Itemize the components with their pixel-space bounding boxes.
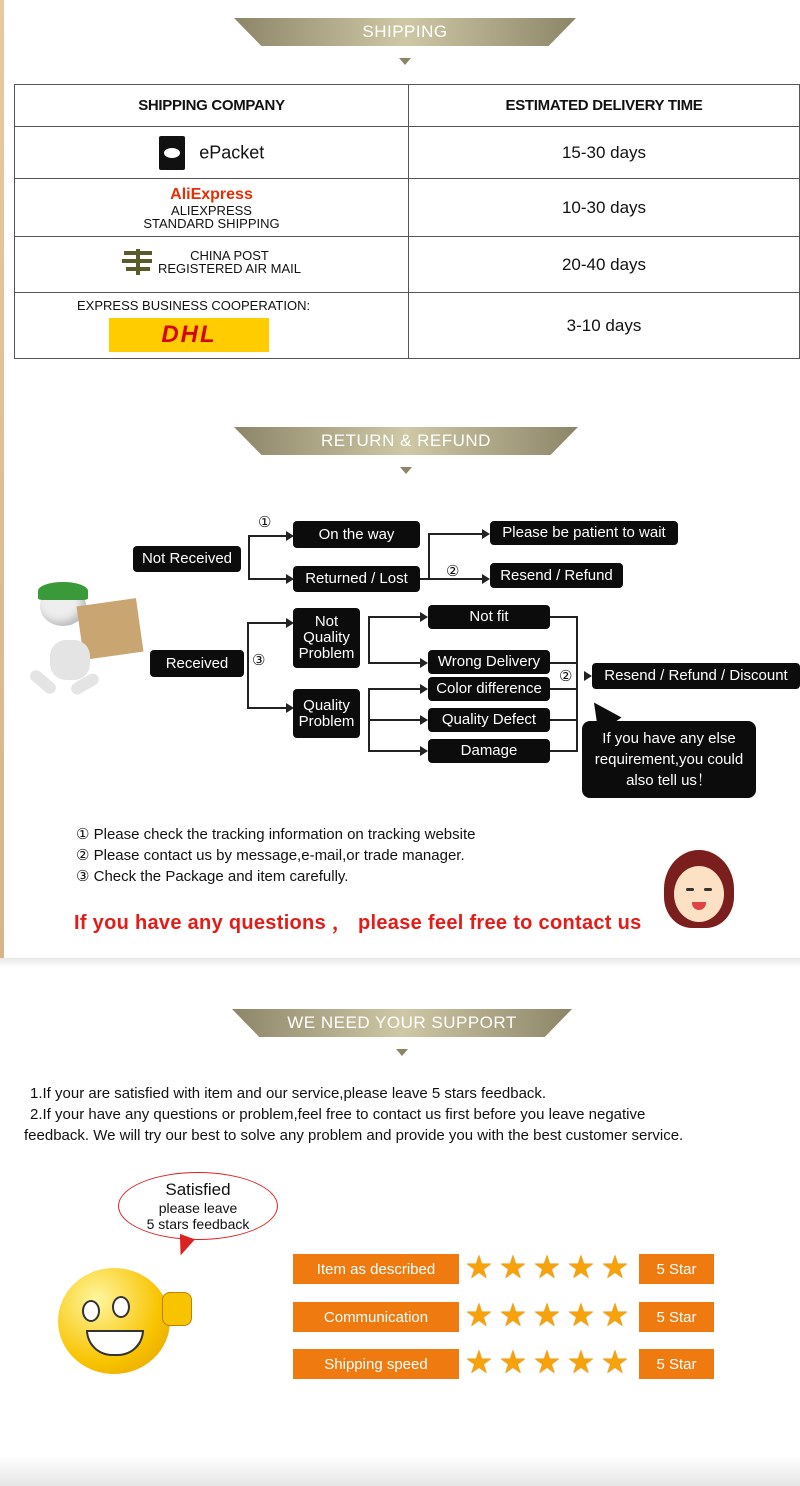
time-dhl: 3-10 days (409, 293, 800, 359)
time-epacket: 15-30 days (409, 127, 800, 179)
note-1: ① Please check the tracking information on tracking website (76, 826, 476, 843)
support-title: WE NEED YOUR SUPPORT (287, 1013, 517, 1032)
china-post-logo-icon (122, 249, 154, 275)
dhl-logo-text: DHL (161, 321, 217, 348)
star-icon: ★ (464, 1249, 494, 1285)
not-received-box: Not Received (133, 546, 241, 572)
table-row (15, 237, 800, 293)
color-difference-box: Color difference (428, 677, 550, 701)
china-post-line1: CHINA POST (190, 248, 269, 263)
star-icon: ★ (566, 1297, 596, 1333)
time-china-post: 20-40 days (409, 237, 800, 293)
damage-box: Damage (428, 739, 550, 763)
satisfied-bubble (118, 1172, 278, 1240)
quality-problem-box: Quality Problem (293, 689, 360, 738)
bubble-title: Satisfied (165, 1180, 231, 1199)
rating-label-communication: Communication (293, 1302, 459, 1332)
china-post-line2: REGISTERED AIR MAIL (157, 261, 302, 276)
any-else-requirement-box: If you have any else requirement,you could also tell us！ (582, 721, 756, 798)
star-icon: ★ (498, 1344, 528, 1380)
resend-refund-discount-box: Resend / Refund / Discount (592, 663, 800, 689)
bubble-line-1: please leave (158, 1200, 238, 1216)
company-epacket (15, 127, 409, 179)
star-icon: ★ (464, 1297, 494, 1333)
aliexpress-line1: ALIEXPRESS (171, 202, 252, 218)
star-icon: ★ (566, 1344, 596, 1380)
star-icon: ★ (532, 1249, 562, 1285)
rating-value-item-described: 5 Star (639, 1254, 714, 1284)
section-divider (0, 958, 800, 968)
received-box: Received (150, 650, 244, 677)
support-line-3: feedback. We will try our best to solve any problem and provide you with the best customer service. (24, 1127, 684, 1144)
rating-label-shipping-speed: Shipping speed (293, 1349, 459, 1379)
be-patient-box: Please be patient to wait (490, 521, 678, 545)
aliexpress-line2: STANDARD SHIPPING (143, 215, 280, 231)
rating-label-item-described: Item as described (293, 1254, 459, 1284)
shipping-banner (234, 18, 576, 48)
on-the-way-box: On the way (293, 521, 420, 548)
table-header-row (15, 85, 800, 127)
refund-banner (234, 427, 578, 457)
not-quality-problem-box: Not Quality Problem (293, 608, 360, 668)
support-girl-figure (664, 850, 734, 932)
bubble-line-2: 5 stars feedback (146, 1216, 250, 1232)
star-icon: ★ (600, 1297, 630, 1333)
note-3: ③ Check the Package and item carefully. (76, 868, 349, 885)
header-shipping-company: SHIPPING COMPANY (15, 85, 409, 127)
banner-arrow-icon (396, 1049, 408, 1056)
star-icon: ★ (600, 1344, 630, 1380)
star-icon: ★ (566, 1249, 596, 1285)
quality-defect-box: Quality Defect (428, 708, 550, 732)
resend-refund-box: Resend / Refund (490, 563, 623, 588)
support-line-2: 2.If your have any questions or problem,feel free to contact us first before you leave negative (30, 1106, 646, 1123)
banner-arrow-icon (399, 58, 411, 65)
not-fit-box: Not fit (428, 605, 550, 629)
bottom-shade (0, 1455, 800, 1486)
table-row (15, 179, 800, 237)
courier-figure (20, 580, 160, 720)
rating-stars-communication (464, 1297, 630, 1333)
wrong-delivery-box: Wrong Delivery (428, 650, 550, 674)
banner-arrow-icon (400, 467, 412, 474)
table-row (15, 127, 800, 179)
star-icon: ★ (498, 1297, 528, 1333)
note-2: ② Please contact us by message,e-mail,or trade manager. (76, 847, 465, 864)
step-number-2b: ② (559, 668, 573, 685)
rating-stars-shipping-speed (464, 1344, 630, 1380)
company-aliexpress (15, 179, 409, 237)
epacket-logo-icon (159, 136, 185, 170)
dhl-logo (109, 318, 269, 352)
support-line-1: 1.If your are satisfied with item and our service,please leave 5 stars feedback. (30, 1085, 547, 1102)
company-china-post (15, 237, 409, 293)
star-icon: ★ (600, 1249, 630, 1285)
star-icon: ★ (532, 1344, 562, 1380)
shipping-title: SHIPPING (362, 22, 448, 41)
step-number-1: ① (258, 514, 272, 531)
returned-lost-box: Returned / Lost (293, 566, 420, 592)
header-delivery-time: ESTIMATED DELIVERY TIME (409, 85, 800, 127)
left-edge-strip (0, 0, 4, 960)
epacket-label: ePacket (199, 142, 265, 162)
smiley-thumbs-up-icon (58, 1268, 198, 1378)
step-number-3: ③ (252, 652, 266, 669)
star-icon: ★ (464, 1344, 494, 1380)
contact-us-text: If you have any questions ， please feel free to contact us (74, 912, 642, 934)
star-icon: ★ (532, 1297, 562, 1333)
support-banner (232, 1009, 572, 1039)
rating-value-communication: 5 Star (639, 1302, 714, 1332)
rating-stars-item-described (464, 1249, 630, 1285)
company-dhl (15, 293, 409, 359)
time-aliexpress: 10-30 days (409, 179, 800, 237)
rating-value-shipping-speed: 5 Star (639, 1349, 714, 1379)
refund-title: RETURN & REFUND (321, 431, 491, 450)
star-icon: ★ (498, 1249, 528, 1285)
dhl-caption: EXPRESS BUSINESS COOPERATION: (77, 298, 311, 313)
table-row (15, 293, 800, 359)
step-number-2: ② (446, 563, 460, 580)
shipping-table (14, 84, 800, 359)
aliexpress-logo: AliExpress (170, 185, 253, 203)
